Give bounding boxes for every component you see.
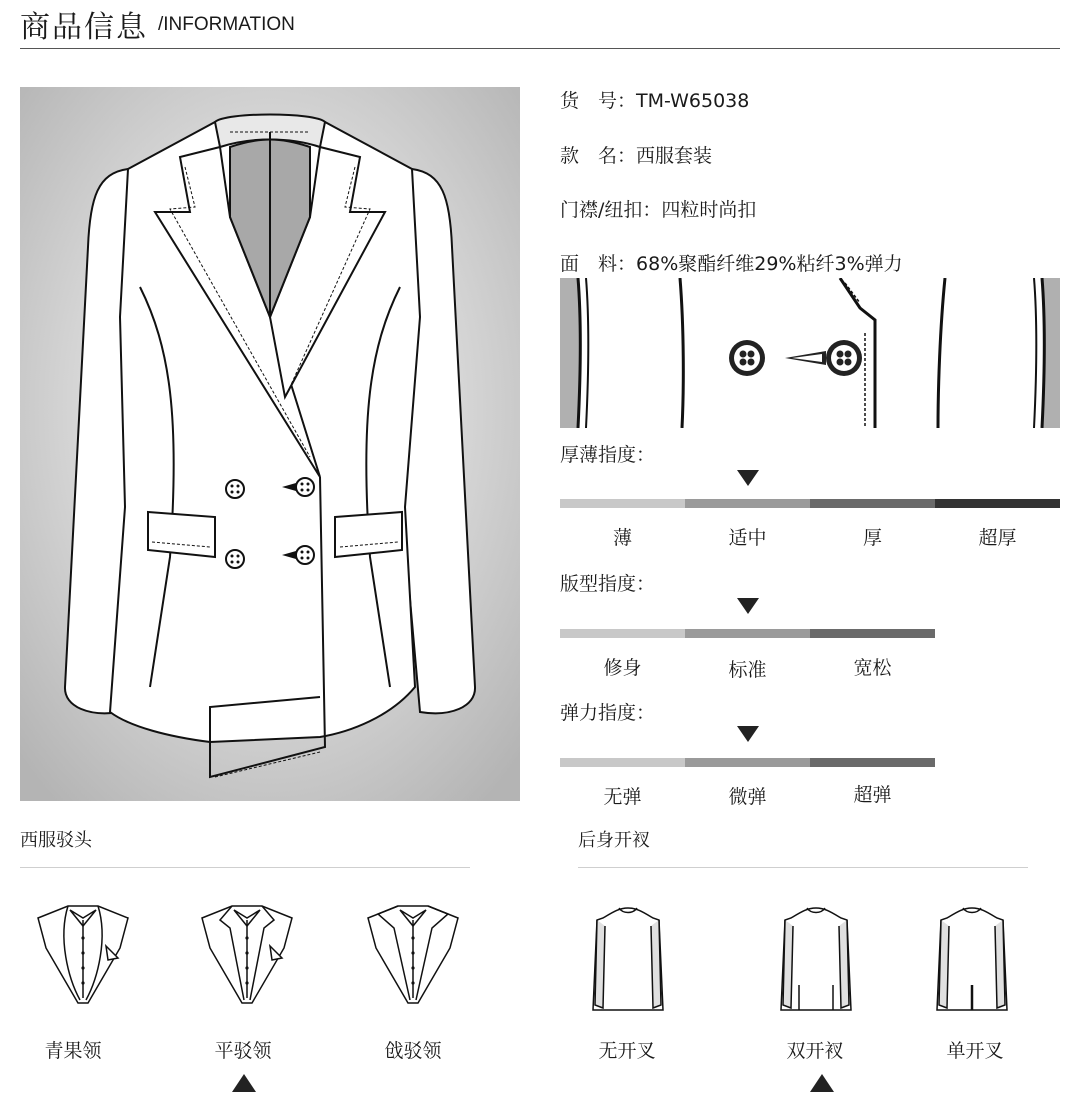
fit-label-loose: 宽松 <box>853 657 892 679</box>
thickness-label-medium: 适中 <box>728 527 767 549</box>
collar-option-shawl: 青果领 <box>44 1040 102 1062</box>
thickness-scale-title: 厚薄指度： <box>560 444 656 466</box>
spec-item-number: 货 号：TM-W65038 <box>560 90 750 112</box>
bar-segment <box>810 499 935 508</box>
stretch-label-none: 无弹 <box>603 786 642 808</box>
stretch-label-slight: 微弹 <box>728 786 767 808</box>
bar-segment <box>685 758 810 767</box>
bar-segment <box>685 629 810 638</box>
spec-style-name: 款 名：西服套装 <box>560 145 713 167</box>
fit-bar <box>560 629 935 638</box>
thickness-label-extra-thick: 超厚 <box>978 527 1017 549</box>
thickness-label-thin: 薄 <box>612 527 632 549</box>
vent-section-title: 后身开衩 <box>578 830 650 851</box>
fit-label-slim: 修身 <box>603 657 642 679</box>
jacket-illustration <box>20 87 520 801</box>
stretch-scale-title: 弹力指度： <box>560 702 656 724</box>
button-detail-image <box>560 278 1060 428</box>
fit-label-standard: 标准 <box>728 659 767 681</box>
peak-lapel-icon <box>358 898 468 1018</box>
page-subtitle: /INFORMATION <box>158 14 295 35</box>
vent-option-none: 无开叉 <box>598 1040 656 1062</box>
bar-segment <box>560 499 685 508</box>
title-divider <box>20 48 1060 49</box>
bar-segment <box>810 629 935 638</box>
bar-segment <box>810 758 935 767</box>
bar-segment <box>935 499 1060 508</box>
down-triangle-icon <box>737 598 759 614</box>
spec-fabric: 面 料：68%聚酯纤维29%粘纤3%弹力 <box>560 253 903 275</box>
bar-segment <box>685 499 810 508</box>
collar-option-notch: 平驳领 <box>214 1040 272 1062</box>
stretch-bar <box>560 758 935 767</box>
fit-scale-title: 版型指度： <box>560 573 656 595</box>
no-vent-icon <box>573 900 683 1020</box>
vent-option-single: 单开叉 <box>946 1040 1004 1062</box>
shawl-collar-icon <box>28 898 138 1018</box>
vent-divider <box>578 867 1028 868</box>
down-triangle-icon <box>737 470 759 486</box>
down-triangle-icon <box>737 726 759 742</box>
thickness-label-thick: 厚 <box>862 527 882 549</box>
bar-segment <box>560 758 685 767</box>
vent-option-double: 双开衩 <box>786 1040 844 1062</box>
single-vent-icon <box>917 900 1027 1020</box>
up-triangle-icon <box>232 1074 256 1092</box>
up-triangle-icon <box>810 1074 834 1092</box>
collar-section-title: 西服驳头 <box>20 830 92 851</box>
spec-closure: 门襟/纽扣：四粒时尚扣 <box>560 199 757 221</box>
stretch-label-high: 超弹 <box>853 784 892 806</box>
thickness-bar <box>560 499 1060 508</box>
page-title: 商品信息 <box>20 10 148 45</box>
bar-segment <box>560 629 685 638</box>
collar-option-peak: 戗驳领 <box>384 1040 442 1062</box>
collar-divider <box>20 867 470 868</box>
double-vent-icon <box>761 900 871 1020</box>
notch-lapel-icon <box>192 898 302 1018</box>
